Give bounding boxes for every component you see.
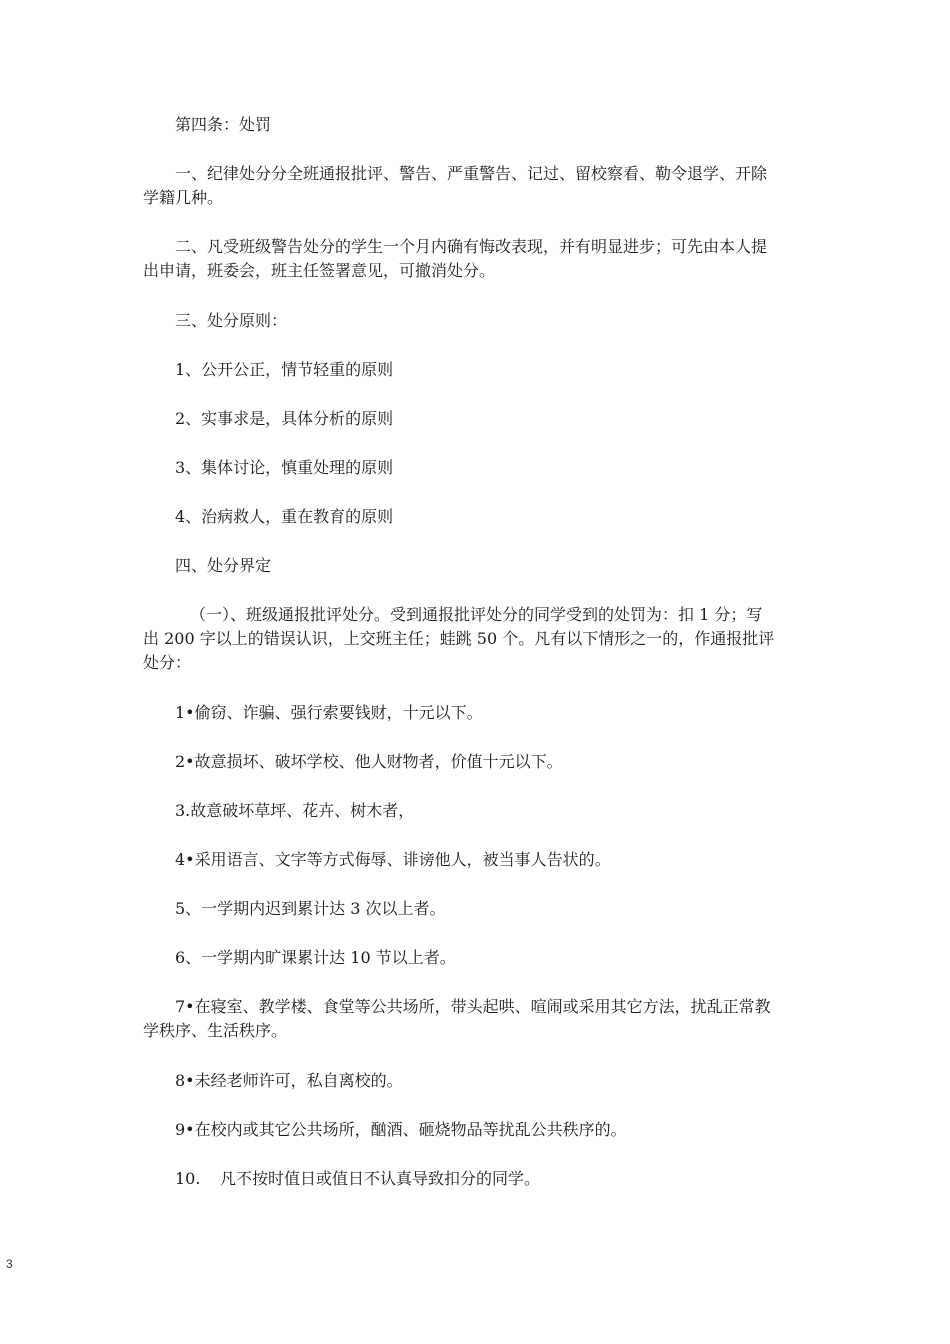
definition-heading: 四、处分界定 [175,556,272,575]
principle-1: 1、公开公正，情节轻重的原则 [175,360,394,379]
list-item-4: 4•采用语言、文字等方式侮辱、诽谤他人，被当事人告状的。 [175,850,611,869]
list-item-7-line-1: 7•在寝室、教学楼、食堂等公共场所，带头起哄、喧闹或采用其它方法，扰乱正常教 [175,997,771,1016]
section-1-line-3: 处分： [143,653,192,672]
article-heading: 第四条：处罚 [175,115,272,134]
list-item-2: 2•故意损坏、破坏学校、他人财物者，价值十元以下。 [175,752,563,771]
paragraph-1-line-1: 一、纪律处分分全班通报批评、警告、严重警告、记过、留校察看、勒令退学、开除 [175,164,768,183]
list-item-9: 9•在校内或其它公共场所，酗酒、砸烧物品等扰乱公共秩序的。 [175,1120,627,1139]
principles-heading: 三、处分原则： [175,311,288,330]
section-1-line-2: 出 200 字以上的错误认识，上交班主任；蛙跳 50 个。凡有以下情形之一的，作通报批评 [143,629,775,648]
list-item-5: 5、一学期内迟到累计达 3 次以上者。 [175,899,446,918]
list-item-7-line-2: 学秩序、生活秩序。 [143,1021,288,1040]
principle-4: 4、治病救人，重在教育的原则 [175,507,394,526]
list-item-10-text: 凡不按时值日或值日不认真导致扣分的同学。 [220,1169,541,1188]
paragraph-2-line-1: 二、凡受班级警告处分的学生一个月内确有悔改表现，并有明显进步；可先由本人提 [175,237,768,256]
list-item-3: 3.故意破坏草坪、花卉、树木者， [175,801,415,820]
paragraph-1-line-2: 学籍几种。 [143,188,224,207]
paragraph-2-line-2: 出申请，班委会，班主任签署意见，可撤消处分。 [143,261,496,280]
principle-3: 3、集体讨论，慎重处理的原则 [175,458,394,477]
page-number: 3 [6,1257,13,1271]
list-item-10-number: 10. [175,1169,201,1188]
section-1-line-1: （一）、班级通报批评处分。受到通报批评处分的同学受到的处罚为：扣 1 分；写 [190,605,763,624]
list-item-6: 6、一学期内旷课累计达 10 节以上者。 [175,948,456,967]
list-item-1: 1•偷窃、诈骗、强行索要钱财，十元以下。 [175,703,483,722]
principle-2: 2、实事求是，具体分析的原则 [175,409,394,428]
list-item-8: 8•未经老师许可，私自离校的。 [175,1071,403,1090]
